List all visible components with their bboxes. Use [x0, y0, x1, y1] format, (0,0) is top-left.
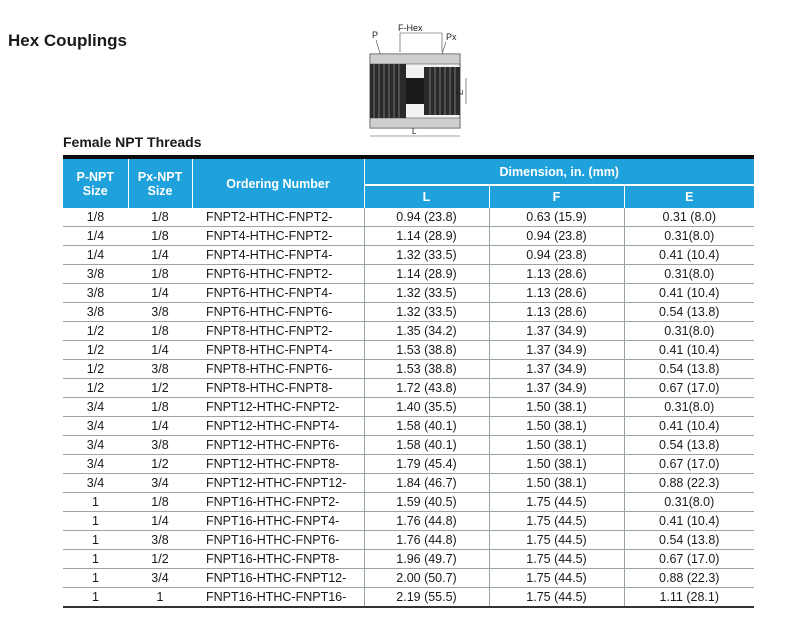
- cell-ordering-number: FNPT12-HTHC-FNPT4-: [192, 417, 364, 436]
- cell-dim-f: 1.50 (38.1): [489, 398, 624, 417]
- cell-dim-f: 1.37 (34.9): [489, 322, 624, 341]
- cell-ordering-number: FNPT16-HTHC-FNPT6-: [192, 531, 364, 550]
- header-l: L: [364, 185, 489, 208]
- cell-dim-f: 1.13 (28.6): [489, 265, 624, 284]
- cell-p-npt-size: 1/2: [63, 322, 128, 341]
- cell-ordering-number: FNPT8-HTHC-FNPT4-: [192, 341, 364, 360]
- table-row: [63, 227, 754, 246]
- cell-dim-l: 1.53 (38.8): [364, 360, 489, 379]
- cell-dim-f: 1.75 (44.5): [489, 588, 624, 608]
- cell-dim-f: 0.63 (15.9): [489, 208, 624, 227]
- cell-px-npt-size: 3/4: [128, 474, 192, 493]
- cell-dim-l: 1.59 (40.5): [364, 493, 489, 512]
- cell-dim-l: 1.14 (28.9): [364, 265, 489, 284]
- cell-ordering-number: FNPT16-HTHC-FNPT16-: [192, 588, 364, 608]
- cell-p-npt-size: 3/4: [63, 455, 128, 474]
- cell-ordering-number: FNPT4-HTHC-FNPT4-: [192, 246, 364, 265]
- cell-dim-f: 0.94 (23.8): [489, 246, 624, 265]
- cell-ordering-number: FNPT16-HTHC-FNPT8-: [192, 550, 364, 569]
- cell-dim-f: 1.75 (44.5): [489, 512, 624, 531]
- cell-px-npt-size: 1/8: [128, 398, 192, 417]
- cell-dim-l: 1.58 (40.1): [364, 436, 489, 455]
- cell-dim-e: 0.54 (13.8): [624, 436, 754, 455]
- cell-p-npt-size: 3/8: [63, 303, 128, 322]
- cell-dim-l: 1.40 (35.5): [364, 398, 489, 417]
- cell-px-npt-size: 1/2: [128, 379, 192, 398]
- cell-dim-l: 1.76 (44.8): [364, 512, 489, 531]
- cell-dim-f: 1.50 (38.1): [489, 417, 624, 436]
- cell-ordering-number: FNPT6-HTHC-FNPT6-: [192, 303, 364, 322]
- header-dimension: Dimension, in. (mm): [364, 157, 754, 185]
- cell-dim-e: 0.31(8.0): [624, 493, 754, 512]
- cell-dim-l: 1.96 (49.7): [364, 550, 489, 569]
- cell-p-npt-size: 3/4: [63, 398, 128, 417]
- table-row: [63, 455, 754, 474]
- cell-px-npt-size: 3/8: [128, 531, 192, 550]
- cell-dim-l: 1.53 (38.8): [364, 341, 489, 360]
- cell-dim-f: 1.75 (44.5): [489, 531, 624, 550]
- cell-px-npt-size: 1/4: [128, 417, 192, 436]
- hex-coupling-diagram: [360, 22, 480, 144]
- header-f: F: [489, 185, 624, 208]
- header-e: E: [624, 185, 754, 208]
- cell-p-npt-size: 1/4: [63, 227, 128, 246]
- cell-dim-f: 1.50 (38.1): [489, 474, 624, 493]
- spec-table: [63, 155, 754, 608]
- header-px-npt-size: Px-NPT Size: [128, 157, 192, 208]
- table-body: [63, 208, 754, 607]
- cell-px-npt-size: 3/8: [128, 436, 192, 455]
- cell-dim-e: 0.88 (22.3): [624, 569, 754, 588]
- cell-dim-e: 0.31 (8.0): [624, 208, 754, 227]
- table-row: [63, 436, 754, 455]
- cell-dim-l: 0.94 (23.8): [364, 208, 489, 227]
- cell-p-npt-size: 3/8: [63, 265, 128, 284]
- table-row: [63, 360, 754, 379]
- cell-p-npt-size: 3/8: [63, 284, 128, 303]
- cell-px-npt-size: 1: [128, 588, 192, 608]
- cell-px-npt-size: 3/8: [128, 303, 192, 322]
- cell-dim-f: 1.13 (28.6): [489, 303, 624, 322]
- cell-dim-l: 1.84 (46.7): [364, 474, 489, 493]
- table-row: [63, 569, 754, 588]
- cell-px-npt-size: 1/8: [128, 493, 192, 512]
- table-row: [63, 531, 754, 550]
- cell-dim-l: 1.35 (34.2): [364, 322, 489, 341]
- cell-dim-f: 0.94 (23.8): [489, 227, 624, 246]
- header-p-npt-size: P-NPT Size: [63, 157, 128, 208]
- cell-px-npt-size: 1/8: [128, 208, 192, 227]
- cell-ordering-number: FNPT12-HTHC-FNPT6-: [192, 436, 364, 455]
- cell-dim-f: 1.37 (34.9): [489, 341, 624, 360]
- cell-dim-f: 1.13 (28.6): [489, 284, 624, 303]
- cell-dim-l: 2.19 (55.5): [364, 588, 489, 608]
- cell-dim-e: 1.11 (28.1): [624, 588, 754, 608]
- cell-px-npt-size: 1/2: [128, 455, 192, 474]
- cell-p-npt-size: 1: [63, 531, 128, 550]
- cell-p-npt-size: 1: [63, 512, 128, 531]
- cell-dim-f: 1.75 (44.5): [489, 493, 624, 512]
- table-row: [63, 398, 754, 417]
- label-e: E: [456, 89, 465, 95]
- cell-ordering-number: FNPT6-HTHC-FNPT4-: [192, 284, 364, 303]
- cell-ordering-number: FNPT16-HTHC-FNPT12-: [192, 569, 364, 588]
- table-row: [63, 322, 754, 341]
- cell-dim-e: 0.41 (10.4): [624, 417, 754, 436]
- cell-dim-e: 0.31(8.0): [624, 322, 754, 341]
- cell-px-npt-size: 1/8: [128, 322, 192, 341]
- cell-dim-l: 1.58 (40.1): [364, 417, 489, 436]
- cell-px-npt-size: 1/4: [128, 341, 192, 360]
- cell-dim-e: 0.41 (10.4): [624, 341, 754, 360]
- cell-dim-e: 0.31(8.0): [624, 227, 754, 246]
- cell-dim-f: 1.50 (38.1): [489, 455, 624, 474]
- cell-px-npt-size: 3/4: [128, 569, 192, 588]
- label-l: L: [412, 127, 417, 136]
- cell-dim-e: 0.31(8.0): [624, 265, 754, 284]
- cell-dim-e: 0.54 (13.8): [624, 360, 754, 379]
- cell-ordering-number: FNPT8-HTHC-FNPT8-: [192, 379, 364, 398]
- cell-dim-e: 0.41 (10.4): [624, 246, 754, 265]
- cell-px-npt-size: 1/8: [128, 227, 192, 246]
- cell-p-npt-size: 1: [63, 569, 128, 588]
- table-row: [63, 588, 754, 608]
- table-row: [63, 341, 754, 360]
- cell-dim-e: 0.54 (13.8): [624, 303, 754, 322]
- cell-px-npt-size: 1/4: [128, 512, 192, 531]
- label-fhex: F-Hex: [398, 23, 423, 33]
- cell-dim-f: 1.50 (38.1): [489, 436, 624, 455]
- table-row: [63, 265, 754, 284]
- table-row: [63, 512, 754, 531]
- cell-px-npt-size: 1/4: [128, 246, 192, 265]
- cell-ordering-number: FNPT8-HTHC-FNPT6-: [192, 360, 364, 379]
- cell-ordering-number: FNPT12-HTHC-FNPT8-: [192, 455, 364, 474]
- cell-dim-l: 2.00 (50.7): [364, 569, 489, 588]
- table-row: [63, 208, 754, 227]
- cell-ordering-number: FNPT16-HTHC-FNPT2-: [192, 493, 364, 512]
- cell-dim-f: 1.37 (34.9): [489, 379, 624, 398]
- cell-p-npt-size: 1/2: [63, 341, 128, 360]
- cell-p-npt-size: 1/2: [63, 379, 128, 398]
- cell-p-npt-size: 1: [63, 550, 128, 569]
- cell-dim-l: 1.14 (28.9): [364, 227, 489, 246]
- cell-p-npt-size: 3/4: [63, 474, 128, 493]
- cell-dim-e: 0.41 (10.4): [624, 284, 754, 303]
- cell-dim-e: 0.41 (10.4): [624, 512, 754, 531]
- cell-dim-l: 1.32 (33.5): [364, 284, 489, 303]
- cell-dim-e: 0.31(8.0): [624, 398, 754, 417]
- cell-p-npt-size: 3/4: [63, 417, 128, 436]
- table-row: [63, 474, 754, 493]
- cell-ordering-number: FNPT6-HTHC-FNPT2-: [192, 265, 364, 284]
- cell-dim-l: 1.79 (45.4): [364, 455, 489, 474]
- cell-px-npt-size: 1/8: [128, 265, 192, 284]
- cell-ordering-number: FNPT4-HTHC-FNPT2-: [192, 227, 364, 246]
- cell-dim-f: 1.75 (44.5): [489, 550, 624, 569]
- cell-dim-e: 0.67 (17.0): [624, 455, 754, 474]
- table-row: [63, 550, 754, 569]
- table-row: [63, 379, 754, 398]
- cell-dim-l: 1.32 (33.5): [364, 303, 489, 322]
- cell-p-npt-size: 1/8: [63, 208, 128, 227]
- cell-p-npt-size: 1/2: [63, 360, 128, 379]
- cell-px-npt-size: 1/2: [128, 550, 192, 569]
- table-row: [63, 417, 754, 436]
- table-row: [63, 493, 754, 512]
- cell-dim-f: 1.37 (34.9): [489, 360, 624, 379]
- cell-p-npt-size: 3/4: [63, 436, 128, 455]
- cell-dim-e: 0.54 (13.8): [624, 531, 754, 550]
- cell-dim-l: 1.32 (33.5): [364, 246, 489, 265]
- cell-dim-e: 0.67 (17.0): [624, 379, 754, 398]
- cell-dim-l: 1.76 (44.8): [364, 531, 489, 550]
- page-title: Hex Couplings: [8, 31, 128, 50]
- cell-px-npt-size: 3/8: [128, 360, 192, 379]
- table-row: [63, 246, 754, 265]
- cell-dim-f: 1.75 (44.5): [489, 569, 624, 588]
- cell-dim-e: 0.88 (22.3): [624, 474, 754, 493]
- cell-p-npt-size: 1: [63, 493, 128, 512]
- cell-dim-e: 0.67 (17.0): [624, 550, 754, 569]
- cell-ordering-number: FNPT2-HTHC-FNPT2-: [192, 208, 364, 227]
- cell-p-npt-size: 1/4: [63, 246, 128, 265]
- header-ordering-number: Ordering Number: [192, 157, 364, 208]
- table-row: [63, 303, 754, 322]
- cell-ordering-number: FNPT16-HTHC-FNPT4-: [192, 512, 364, 531]
- cell-p-npt-size: 1: [63, 588, 128, 608]
- label-p: P: [372, 30, 379, 40]
- table-row: [63, 284, 754, 303]
- cell-px-npt-size: 1/4: [128, 284, 192, 303]
- cell-dim-l: 1.72 (43.8): [364, 379, 489, 398]
- cell-ordering-number: FNPT12-HTHC-FNPT12-: [192, 474, 364, 493]
- cell-ordering-number: FNPT8-HTHC-FNPT2-: [192, 322, 364, 341]
- cell-ordering-number: FNPT12-HTHC-FNPT2-: [192, 398, 364, 417]
- label-px: Px: [446, 32, 457, 42]
- section-title: Female NPT Threads: [63, 134, 202, 150]
